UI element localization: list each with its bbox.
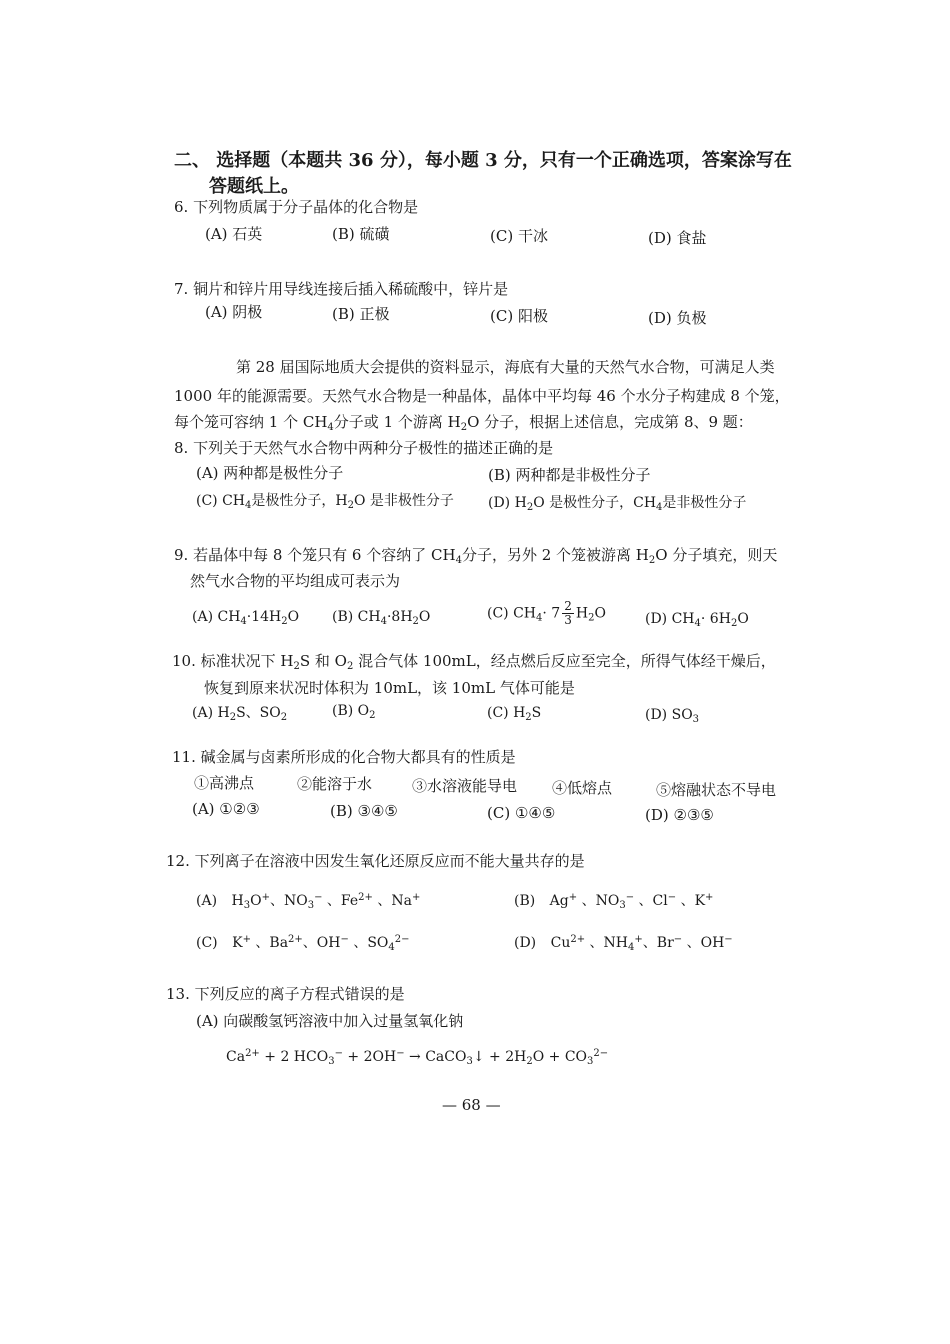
option-text: O xyxy=(594,605,606,622)
fraction-numerator: 2 xyxy=(564,599,572,613)
passage-text: O 分子，根据上述信息，完成第 8、9 题： xyxy=(467,413,753,431)
passage-line-2: 1000 年的能源需要。天然气水合物是一种晶体，晶体中平均每 46 个水分子构建成 8 个笼， xyxy=(174,387,790,405)
stem-text: 分子，另外 2 个笼被游离 H xyxy=(461,546,649,564)
option-label: (C) xyxy=(196,935,218,951)
subscript: 2 xyxy=(229,712,237,723)
option-text: S xyxy=(531,705,542,721)
subscript: 2 xyxy=(346,661,354,672)
subscript: 4 xyxy=(656,502,663,513)
option-text: O 是极性分子，CH xyxy=(533,495,657,511)
question-12-stem: 12. 下列离子在溶液中因发生氧化还原反应而不能大量共存的是 xyxy=(166,852,585,870)
passage-line-3 xyxy=(174,411,753,432)
option-text: (D) SO xyxy=(645,707,693,723)
option-text: O 是非极性分子 xyxy=(353,493,454,509)
option-text: ·14H xyxy=(246,609,282,625)
option-label: (A) xyxy=(196,893,218,909)
question-13-stem: 13. 下列反应的离子方程式错误的是 xyxy=(166,985,405,1003)
subscript: 4 xyxy=(327,422,334,433)
option-text: (D) CH xyxy=(645,611,695,627)
question-11-property-2: ②能溶于水 xyxy=(297,775,373,793)
question-8-option-a: (A) 两种都是极性分子 xyxy=(196,464,344,482)
question-13-option-a: (A) 向碳酸氢钙溶液中加入过量氢氧化钠 xyxy=(196,1012,464,1030)
subscript: 2 xyxy=(280,712,288,723)
option-label: (B) xyxy=(514,893,536,909)
question-12-option-b xyxy=(514,890,713,910)
subscript: 2 xyxy=(460,422,468,433)
subscript: 4 xyxy=(380,616,387,627)
question-7-option-d: (D) 负极 xyxy=(648,309,707,327)
question-6-option-c: (C) 干冰 xyxy=(490,227,548,245)
option-text: (B) CH xyxy=(332,609,381,625)
question-10-stem xyxy=(172,650,776,671)
stem-text: 9. 若晶体中每 8 个笼只有 6 个容纳了 CH xyxy=(174,546,456,564)
question-8-option-d xyxy=(488,492,746,512)
option-label: (D) xyxy=(514,935,537,951)
question-8-stem: 8. 下列关于天然气水合物中两种分子极性的描述正确的是 xyxy=(174,439,554,457)
option-text: (C) CH xyxy=(196,493,246,509)
question-11-property-4: ④低熔点 xyxy=(552,779,613,797)
question-9-stem-continued: 然气水合物的平均组成可表示为 xyxy=(190,572,401,590)
question-6-stem: 6. 下列物质属于分子晶体的化合物是 xyxy=(174,198,419,216)
subscript: 4 xyxy=(245,500,252,511)
option-text: H xyxy=(575,605,589,622)
subscript: 2 xyxy=(525,712,532,723)
question-10-stem-continued: 恢复到原来状况时体积为 10mL，该 10mL 气体可能是 xyxy=(204,679,575,697)
subscript: 4 xyxy=(536,612,543,624)
question-7-option-b: (B) 正极 xyxy=(332,305,390,323)
question-6-option-b: (B) 硫磺 xyxy=(332,225,390,243)
option-text: · 7 xyxy=(542,605,561,622)
question-6-option-d: (D) 食盐 xyxy=(648,229,707,247)
question-11-option-a: (A) ①②③ xyxy=(192,800,260,818)
subscript: 4 xyxy=(240,616,247,627)
stem-text: 10. 标准状况下 H xyxy=(172,652,294,670)
question-8-option-c xyxy=(196,490,454,510)
question-8-option-b: (B) 两种都是非极性分子 xyxy=(488,466,651,484)
subscript: 3 xyxy=(692,714,700,725)
option-text: (D) H xyxy=(488,495,527,511)
section-title-continued: 答题纸上。 xyxy=(209,176,299,197)
question-11-property-1: ①高沸点 xyxy=(194,774,255,792)
section-title: 二、 选择题（本题共 36 分），每小题 3 分，只有一个正确选项，答案涂写在 xyxy=(174,150,792,171)
option-text: (C) CH xyxy=(487,605,537,622)
subscript: 2 xyxy=(526,502,534,513)
passage-text: 分子或 1 个游离 H xyxy=(333,413,461,431)
fraction xyxy=(562,600,574,627)
question-7-option-a: (A) 阴极 xyxy=(205,303,263,321)
passage-text: 每个笼可容纳 1 个 CH xyxy=(174,413,328,431)
question-10-option-d xyxy=(645,707,699,723)
question-11-property-5: ⑤熔融状态不导电 xyxy=(656,781,777,799)
subscript: 2 xyxy=(412,616,419,627)
question-9-option-a xyxy=(192,609,299,625)
question-9-option-b xyxy=(332,609,430,625)
question-11-option-c: (C) ①④⑤ xyxy=(487,804,556,822)
subscript: 2 xyxy=(588,612,595,624)
option-text: 是非极性分子 xyxy=(662,495,747,511)
question-10-option-a xyxy=(192,702,287,722)
question-9-stem xyxy=(174,544,777,565)
question-9-option-d xyxy=(645,611,749,627)
option-text: (C) H xyxy=(487,705,526,721)
question-7-stem: 7. 铜片和锌片用导线连接后插入稀硫酸中，锌片是 xyxy=(174,280,509,298)
option-text: (A) CH xyxy=(192,609,241,625)
question-11-option-d: (D) ②③⑤ xyxy=(645,806,714,824)
subscript: 4 xyxy=(694,618,701,629)
subscript: 2 xyxy=(648,555,656,566)
fraction-denominator: 3 xyxy=(564,613,572,627)
question-7-option-c: (C) 阳极 xyxy=(490,307,548,325)
ion-list: $Cu^{2+}$ 、$NH_4^+$、Br− 、OH− xyxy=(550,934,733,953)
option-text: S、SO xyxy=(236,705,281,721)
question-12-option-a xyxy=(196,890,420,910)
question-11-option-b: (B) ③④⑤ xyxy=(330,802,398,820)
option-text: 是极性分子，H xyxy=(251,493,348,509)
question-11-stem: 11. 碱金属与卤素所形成的化合物大都具有的性质是 xyxy=(172,748,516,766)
ion-list: $H_3O^+$、$NO_3^-$ 、$Fe^{2+}$ 、Na+ xyxy=(231,892,421,911)
option-text: O xyxy=(737,611,749,627)
option-text: ·8H xyxy=(386,609,413,625)
subscript: 2 xyxy=(369,710,376,721)
question-10-option-b xyxy=(332,703,376,719)
subscript: 2 xyxy=(293,661,300,672)
question-12-option-d xyxy=(514,932,733,952)
stem-text: S 和 O xyxy=(299,652,347,670)
subscript: 2 xyxy=(347,500,354,511)
ion-list: K+ 、$Ba^{2+}$、OH− 、$SO_4^{2-}$ xyxy=(232,934,410,953)
question-13-equation: $Ca^{2+} + 2$ $HCO_3^- + 2OH^-$ → CaCO$_3$↓ + $2H_2O + CO_3^{2-}$ xyxy=(226,1048,609,1067)
subscript: 4 xyxy=(455,555,462,566)
page-number: — 68 — xyxy=(442,1096,501,1114)
subscript: 2 xyxy=(730,618,738,629)
stem-text: O 分子填充，则天 xyxy=(655,546,778,564)
subscript: 2 xyxy=(281,616,288,627)
ion-list: Ag+ 、$NO_3^-$ 、Cl− 、K+ xyxy=(549,892,714,911)
question-11-property-3: ③水溶液能导电 xyxy=(412,777,518,795)
question-12-option-c xyxy=(196,932,410,952)
stem-text: 混合气体 100mL，经点燃后反应至完全，所得气体经干燥后， xyxy=(353,652,776,670)
option-text: O xyxy=(287,609,300,625)
passage-line-1: 第 28 届国际地质大会提供的资料显示，海底有大量的天然气水合物，可满足人类 xyxy=(236,358,775,376)
question-9-option-c xyxy=(487,600,606,627)
question-6-option-a: (A) 石英 xyxy=(205,225,263,243)
option-text: (A) H xyxy=(192,705,230,721)
option-text: (B) O xyxy=(332,703,370,719)
question-10-option-c xyxy=(487,705,541,721)
option-text: · 6H xyxy=(700,611,731,627)
option-text: O xyxy=(418,609,431,625)
